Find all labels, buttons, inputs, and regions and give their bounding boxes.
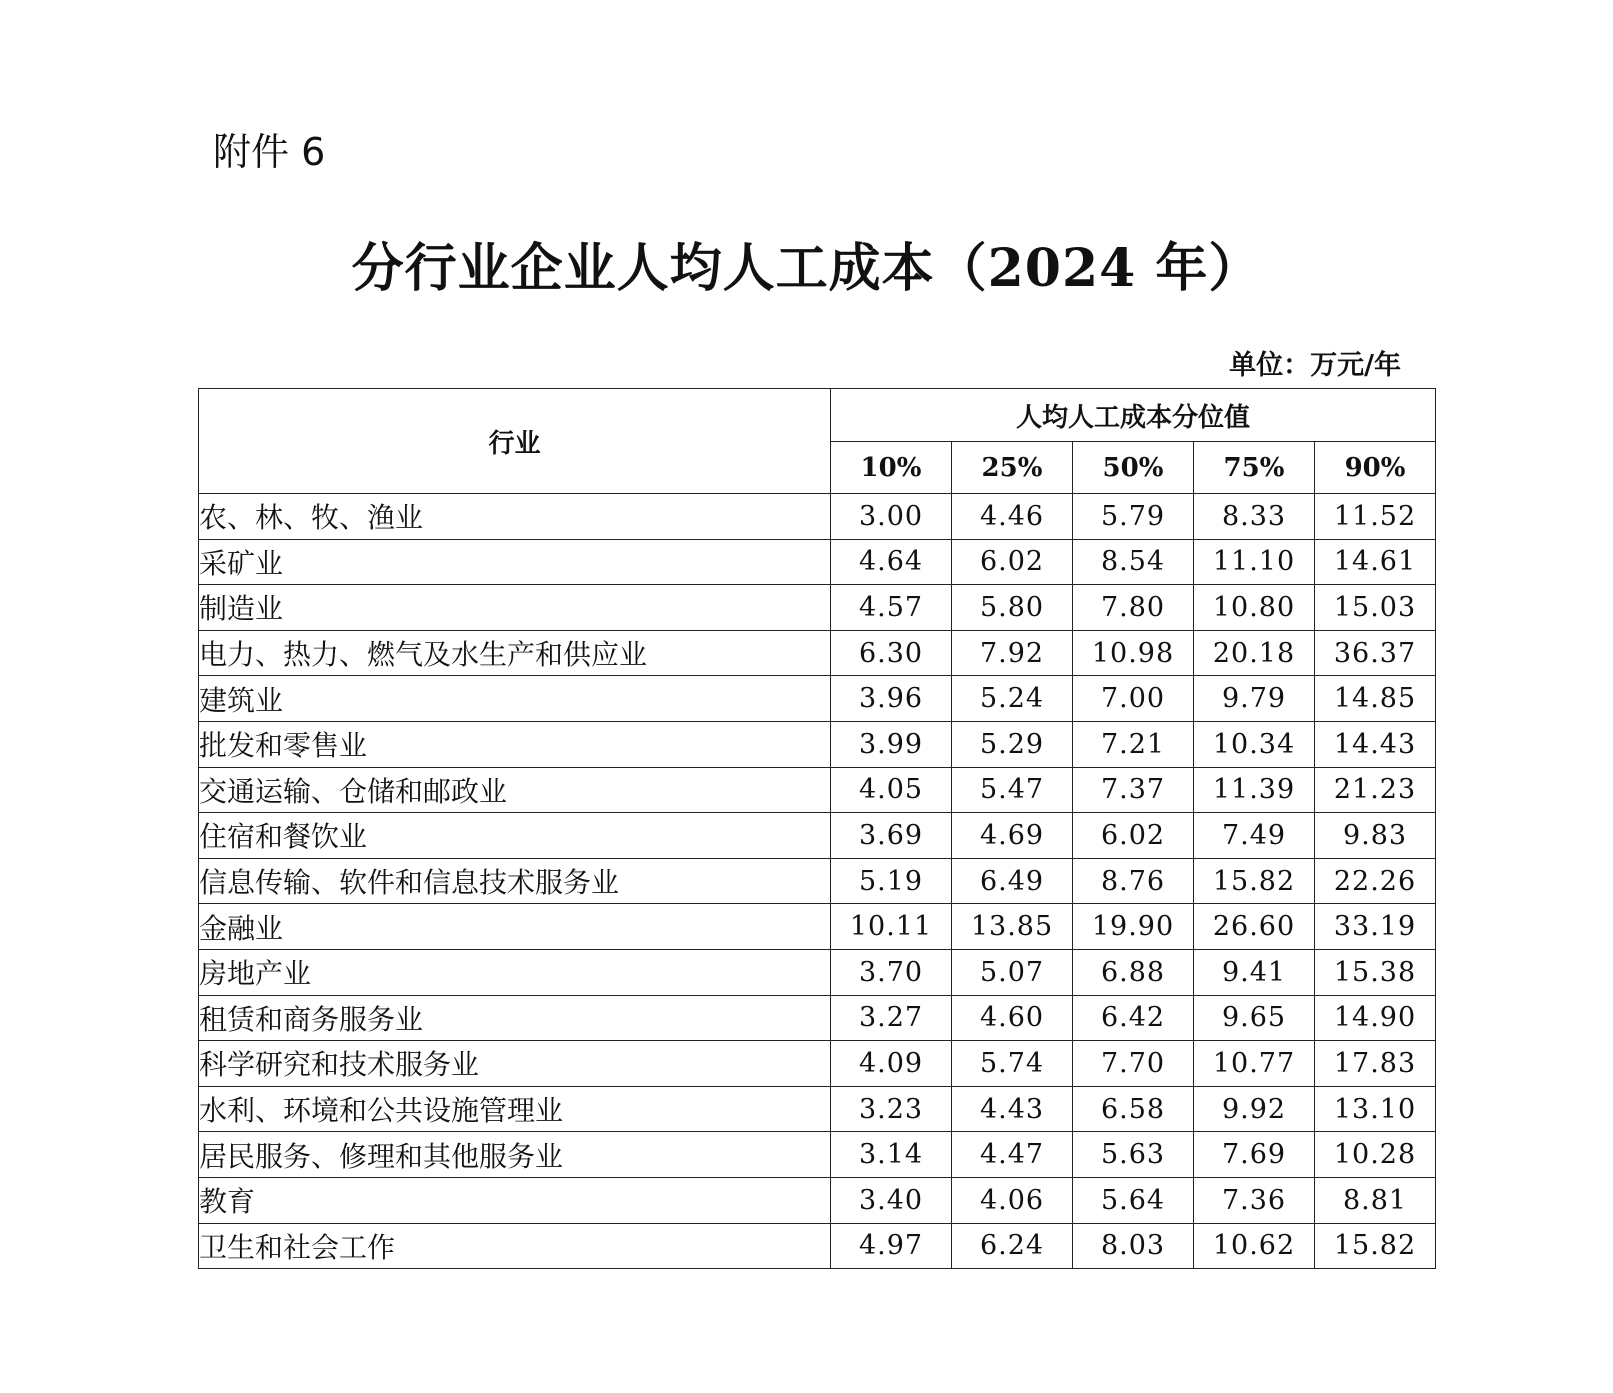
- value-cell: 9.65: [1194, 995, 1315, 1041]
- attachment-label: 附件 6: [213, 130, 326, 174]
- value-cell: 14.85: [1315, 676, 1436, 722]
- value-cell: 5.07: [952, 949, 1073, 995]
- table-row: [199, 1177, 1436, 1223]
- value-cell: 5.64: [1073, 1177, 1194, 1223]
- value-cell: 13.85: [952, 904, 1073, 950]
- value-cell: 15.82: [1194, 858, 1315, 904]
- value-cell: 15.03: [1315, 585, 1436, 631]
- table-row: [199, 995, 1436, 1041]
- value-cell: 15.38: [1315, 949, 1436, 995]
- value-cell: 10.80: [1194, 585, 1315, 631]
- value-cell: 8.33: [1194, 494, 1315, 540]
- value-cell: 9.41: [1194, 949, 1315, 995]
- value-cell: 7.00: [1073, 676, 1194, 722]
- value-cell: 10.62: [1194, 1223, 1315, 1269]
- value-cell: 21.23: [1315, 767, 1436, 813]
- value-cell: 4.69: [952, 813, 1073, 859]
- value-cell: 10.98: [1073, 630, 1194, 676]
- industry-cell: 信息传输、软件和信息技术服务业: [199, 858, 831, 904]
- value-cell: 4.06: [952, 1177, 1073, 1223]
- value-cell: 10.77: [1194, 1041, 1315, 1087]
- value-cell: 26.60: [1194, 904, 1315, 950]
- value-cell: 6.24: [952, 1223, 1073, 1269]
- value-cell: 5.29: [952, 721, 1073, 767]
- table-row: [199, 676, 1436, 722]
- header-row-group: [199, 389, 1436, 442]
- value-cell: 6.88: [1073, 949, 1194, 995]
- table-row: [199, 767, 1436, 813]
- percentile-header-10: 10%: [831, 442, 952, 494]
- value-cell: 14.61: [1315, 539, 1436, 585]
- value-cell: 14.43: [1315, 721, 1436, 767]
- value-cell: 22.26: [1315, 858, 1436, 904]
- value-cell: 3.99: [831, 721, 952, 767]
- value-cell: 7.92: [952, 630, 1073, 676]
- value-cell: 6.58: [1073, 1086, 1194, 1132]
- value-cell: 20.18: [1194, 630, 1315, 676]
- value-cell: 8.03: [1073, 1223, 1194, 1269]
- document-title: 分行业企业人均人工成本（2024 年）: [351, 238, 1262, 299]
- table-row: [199, 630, 1436, 676]
- table-row: [199, 904, 1436, 950]
- industry-cell: 建筑业: [199, 676, 831, 722]
- percentile-header-90: 90%: [1315, 442, 1436, 494]
- value-cell: 6.49: [952, 858, 1073, 904]
- value-cell: 8.54: [1073, 539, 1194, 585]
- value-cell: 6.02: [952, 539, 1073, 585]
- value-cell: 4.09: [831, 1041, 952, 1087]
- value-cell: 11.39: [1194, 767, 1315, 813]
- percentile-header-50: 50%: [1073, 442, 1194, 494]
- value-cell: 7.21: [1073, 721, 1194, 767]
- value-cell: 5.19: [831, 858, 952, 904]
- value-cell: 3.00: [831, 494, 952, 540]
- unit-label: 单位：万元/年: [1229, 350, 1401, 381]
- value-cell: 11.52: [1315, 494, 1436, 540]
- value-cell: 9.83: [1315, 813, 1436, 859]
- value-cell: 36.37: [1315, 630, 1436, 676]
- table-row: [199, 1223, 1436, 1269]
- value-cell: 4.43: [952, 1086, 1073, 1132]
- value-cell: 4.05: [831, 767, 952, 813]
- value-cell: 19.90: [1073, 904, 1194, 950]
- industry-cell: 制造业: [199, 585, 831, 631]
- table-row: [199, 1086, 1436, 1132]
- table-row: [199, 949, 1436, 995]
- value-cell: 5.74: [952, 1041, 1073, 1087]
- value-cell: 8.76: [1073, 858, 1194, 904]
- percentile-group-header: 人均人工成本分位值: [831, 389, 1436, 442]
- value-cell: 8.81: [1315, 1177, 1436, 1223]
- table-row: [199, 1041, 1436, 1087]
- value-cell: 3.70: [831, 949, 952, 995]
- value-cell: 10.11: [831, 904, 952, 950]
- value-cell: 3.69: [831, 813, 952, 859]
- value-cell: 6.02: [1073, 813, 1194, 859]
- industry-cell: 卫生和社会工作: [199, 1223, 831, 1269]
- value-cell: 6.30: [831, 630, 952, 676]
- value-cell: 7.37: [1073, 767, 1194, 813]
- industry-cell: 科学研究和技术服务业: [199, 1041, 831, 1087]
- industry-cell: 水利、环境和公共设施管理业: [199, 1086, 831, 1132]
- table-row: [199, 539, 1436, 585]
- industry-cell: 居民服务、修理和其他服务业: [199, 1132, 831, 1178]
- table-row: [199, 585, 1436, 631]
- industry-cell: 批发和零售业: [199, 721, 831, 767]
- value-cell: 4.60: [952, 995, 1073, 1041]
- value-cell: 33.19: [1315, 904, 1436, 950]
- value-cell: 11.10: [1194, 539, 1315, 585]
- industry-cell: 房地产业: [199, 949, 831, 995]
- value-cell: 3.14: [831, 1132, 952, 1178]
- value-cell: 7.36: [1194, 1177, 1315, 1223]
- value-cell: 15.82: [1315, 1223, 1436, 1269]
- percentile-header-25: 25%: [952, 442, 1073, 494]
- value-cell: 7.69: [1194, 1132, 1315, 1178]
- value-cell: 3.23: [831, 1086, 952, 1132]
- value-cell: 5.24: [952, 676, 1073, 722]
- value-cell: 6.42: [1073, 995, 1194, 1041]
- percentile-header-75: 75%: [1194, 442, 1315, 494]
- table-row: [199, 1132, 1436, 1178]
- value-cell: 10.34: [1194, 721, 1315, 767]
- industry-cell: 农、林、牧、渔业: [199, 494, 831, 540]
- industry-cell: 租赁和商务服务业: [199, 995, 831, 1041]
- value-cell: 3.40: [831, 1177, 952, 1223]
- industry-cell: 电力、热力、燃气及水生产和供应业: [199, 630, 831, 676]
- value-cell: 3.27: [831, 995, 952, 1041]
- value-cell: 9.92: [1194, 1086, 1315, 1132]
- value-cell: 7.70: [1073, 1041, 1194, 1087]
- value-cell: 9.79: [1194, 676, 1315, 722]
- industry-column-header: 行业: [199, 389, 831, 494]
- value-cell: 4.47: [952, 1132, 1073, 1178]
- value-cell: 5.79: [1073, 494, 1194, 540]
- table-body: [199, 494, 1436, 1269]
- value-cell: 17.83: [1315, 1041, 1436, 1087]
- value-cell: 7.80: [1073, 585, 1194, 631]
- table-row: [199, 721, 1436, 767]
- industry-cell: 金融业: [199, 904, 831, 950]
- industry-cell: 采矿业: [199, 539, 831, 585]
- value-cell: 13.10: [1315, 1086, 1436, 1132]
- table-row: [199, 858, 1436, 904]
- value-cell: 7.49: [1194, 813, 1315, 859]
- value-cell: 4.64: [831, 539, 952, 585]
- value-cell: 5.63: [1073, 1132, 1194, 1178]
- value-cell: 3.96: [831, 676, 952, 722]
- table-row: [199, 813, 1436, 859]
- industry-cell: 交通运输、仓储和邮政业: [199, 767, 831, 813]
- value-cell: 4.46: [952, 494, 1073, 540]
- value-cell: 14.90: [1315, 995, 1436, 1041]
- value-cell: 5.80: [952, 585, 1073, 631]
- value-cell: 4.57: [831, 585, 952, 631]
- value-cell: 5.47: [952, 767, 1073, 813]
- table-row: [199, 494, 1436, 540]
- value-cell: 4.97: [831, 1223, 952, 1269]
- industry-cell: 住宿和餐饮业: [199, 813, 831, 859]
- industry-cell: 教育: [199, 1177, 831, 1223]
- labor-cost-table: [198, 388, 1436, 1269]
- value-cell: 10.28: [1315, 1132, 1436, 1178]
